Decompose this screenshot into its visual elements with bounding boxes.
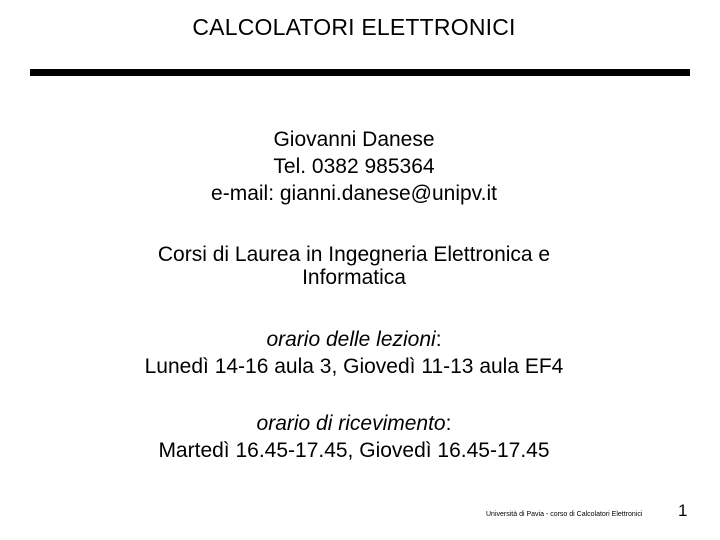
office-hours-heading: [0, 410, 708, 437]
slide-title: CALCOLATORI ELETTRONICI: [192, 14, 516, 40]
lessons-block: [0, 326, 708, 380]
contact-block: [0, 126, 708, 207]
contact-email: e-mail: gianni.danese@unipv.it: [211, 182, 497, 205]
contact-phone: Tel. 0382 985364: [273, 155, 435, 178]
courses-block: [0, 243, 708, 289]
lessons-times: Lunedì 14-16 aula 3, Giovedì 11-13 aula EF4: [144, 355, 564, 378]
office-hours-times: Martedì 16.45-17.45, Giovedì 16.45-17.45: [158, 439, 550, 462]
courses-line-2: Informatica: [302, 266, 406, 289]
lessons-colon: :: [435, 328, 442, 351]
lessons-label: orario delle lezioni: [266, 328, 436, 351]
footer-caption: Università di Pavia - corso di Calcolatori Elettronici: [486, 511, 643, 518]
office-hours-colon: :: [445, 412, 452, 435]
title-divider: [30, 69, 690, 76]
courses-line-1: Corsi di Laurea in Ingegneria Elettronica e: [157, 243, 551, 266]
page-number: 1: [678, 501, 688, 520]
office-hours-label: orario di ricevimento: [256, 412, 446, 435]
contact-name: Giovanni Danese: [273, 128, 435, 151]
lessons-heading: [0, 326, 708, 353]
office-hours-block: [0, 410, 708, 464]
